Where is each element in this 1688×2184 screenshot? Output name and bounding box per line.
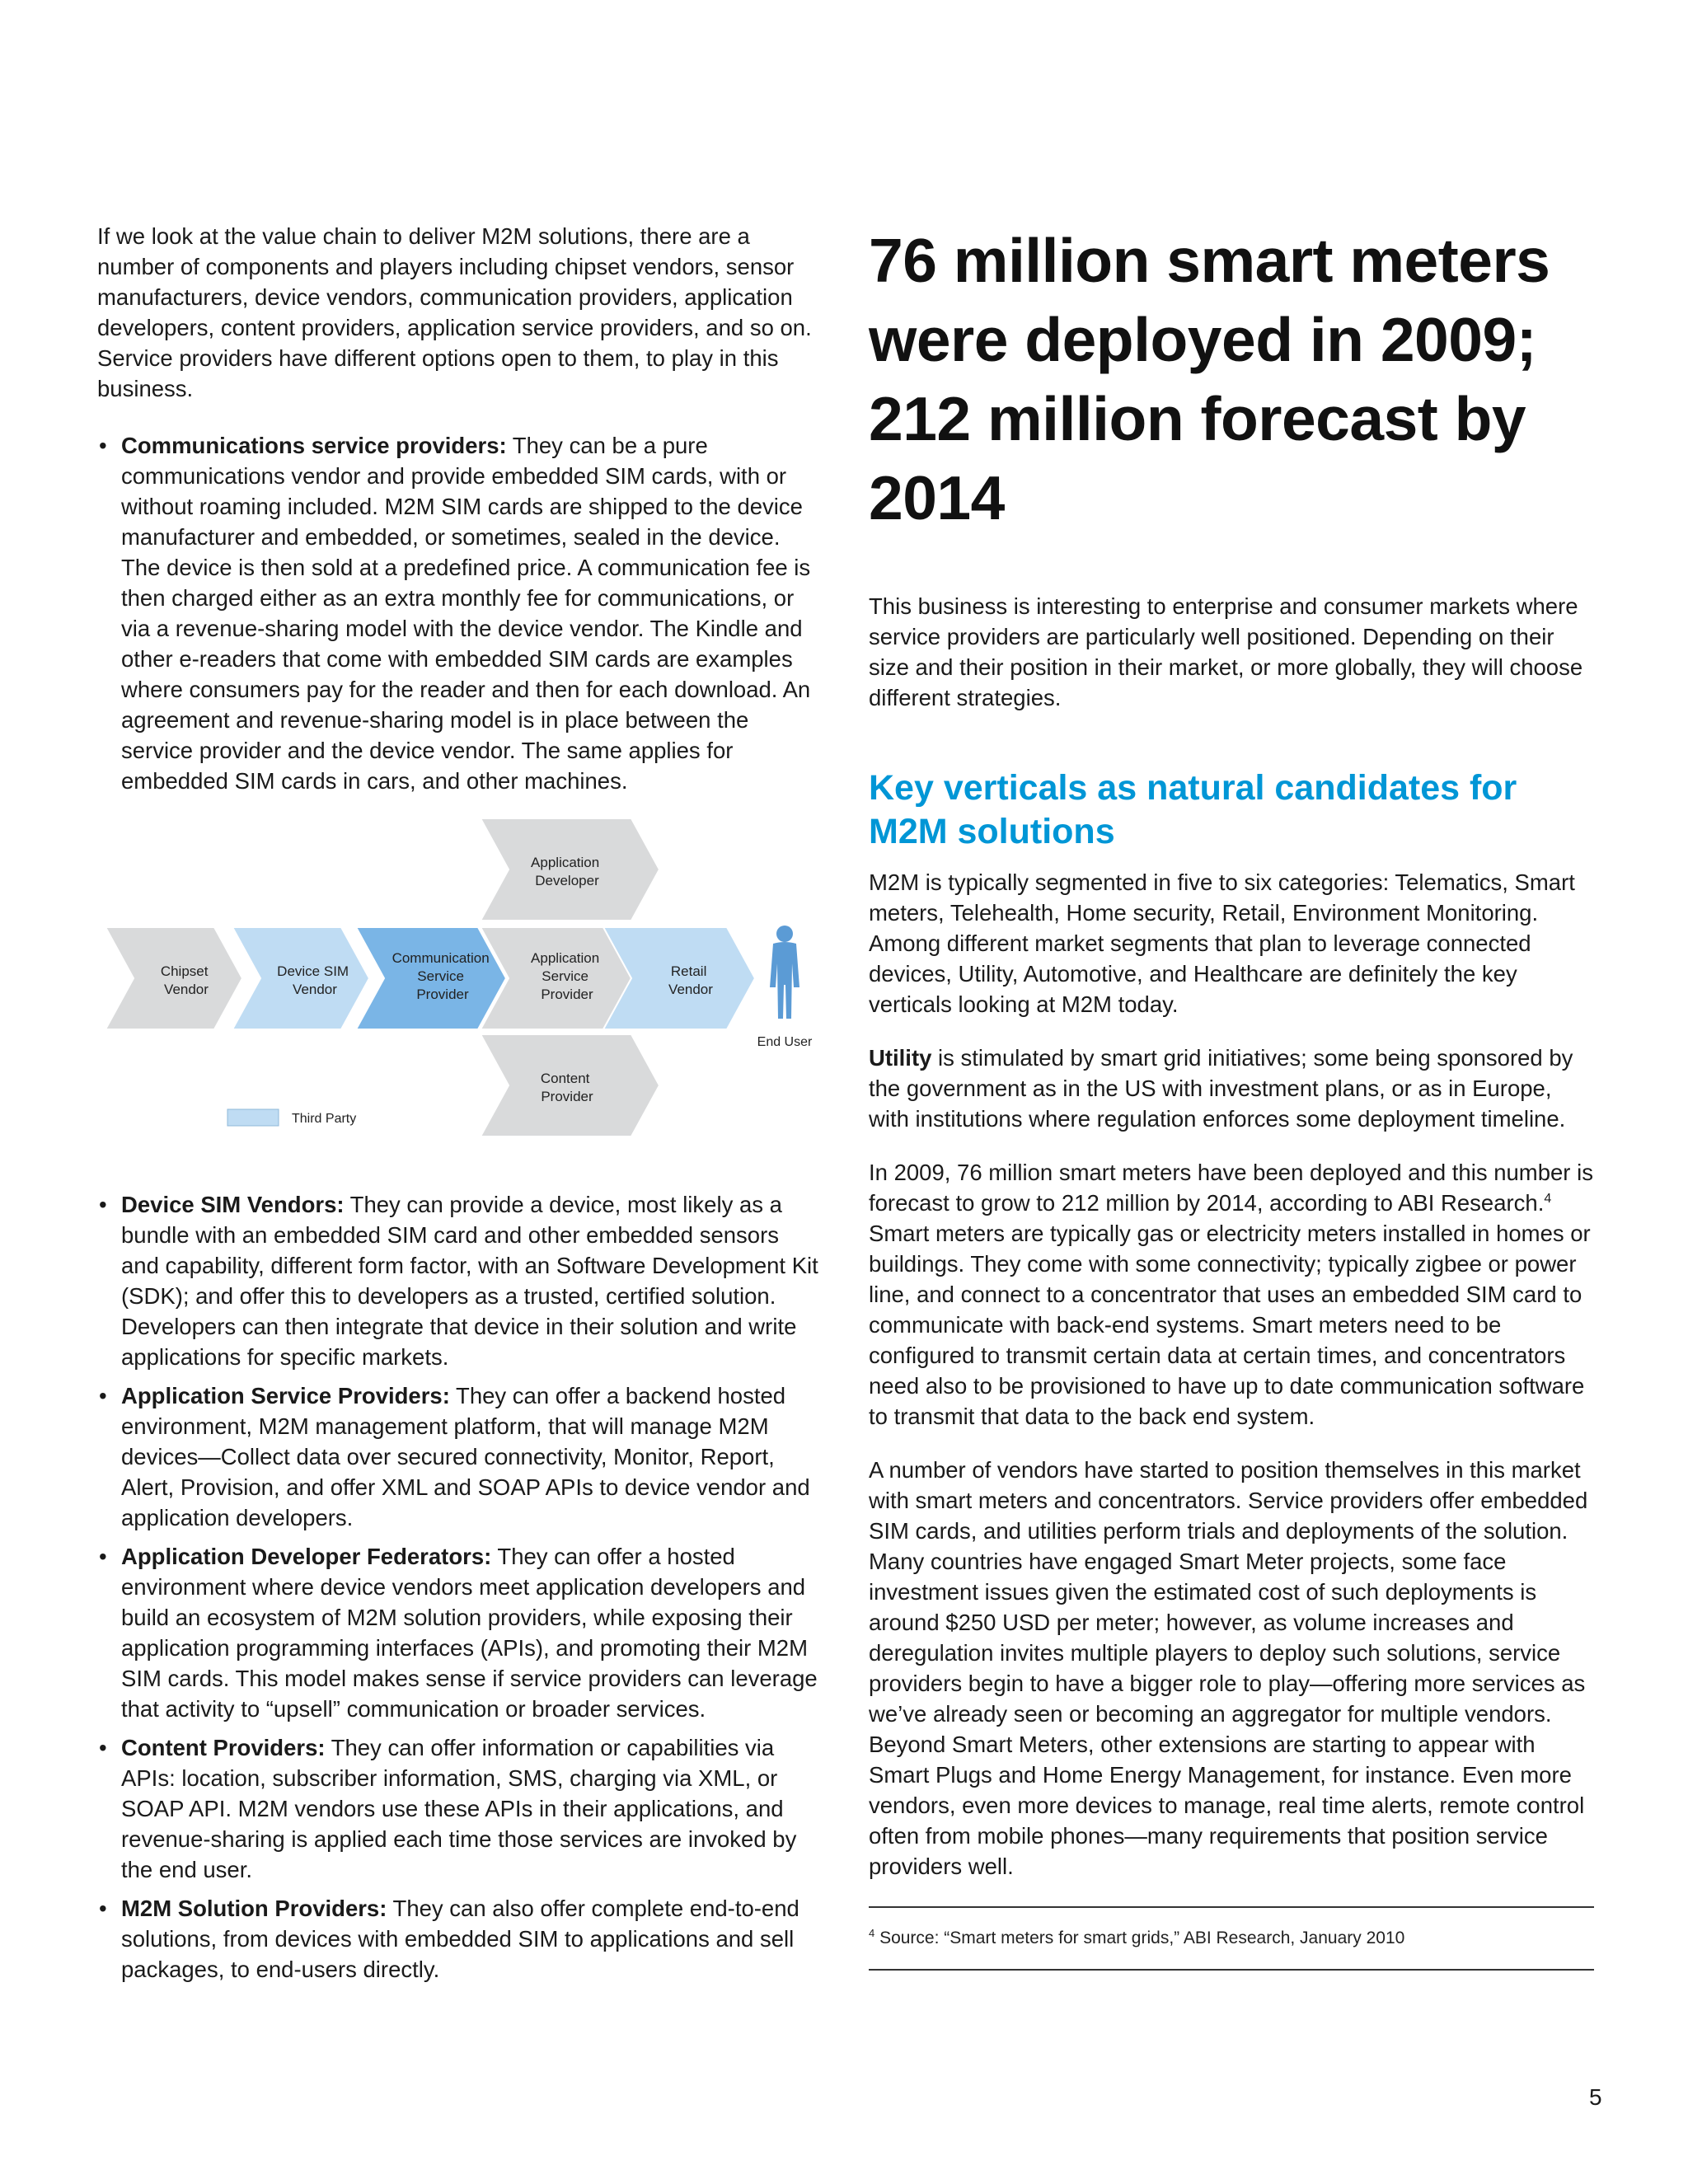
value-chain-diagram xyxy=(99,818,824,1140)
utility-text: is stimulated by smart grid initiatives; some being sponsored by the government as in the US with investment plans, or as in Europe, with institutions where regulation enforces some deployment timeline. xyxy=(869,1045,1573,1132)
app-service-provider-label: Application Service Provider xyxy=(531,950,600,1002)
app-developer-label: Application Developer xyxy=(531,855,600,888)
vendors-paragraph: A number of vendors have started to position themselves in this market with smart meters and concentrators. Service providers offer embedded SIM cards, and utilities perform trials and deployments of the solution. Many countries have engaged Smart Meter projects, some face investment issues given the estimated cost of such deployments is around $250 USD per meter; however, as volume increases and deregulation invites multiple players to deploy such solutions, service providers begin to have a bigger role to play—offering more services as we’ve already seen or becoming an aggregator for multiple vendors. Beyond Smart Meters, other extensions are starting to appear with Smart Plugs and Home Energy Management, for instance. Even more vendors, even more devices to manage, real time alerts, remote control often from mobile phones—many requirements that position service providers well. xyxy=(869,1457,1588,1879)
section-heading: Key verticals as natural candidates for M2M solutions xyxy=(869,768,1517,851)
intro-paragraph: If we look at the value chain to deliver M2M solutions, there are a number of components and players including chipset vendors, sensor manufacturers, device vendors, communication providers, application developers, content providers, application service providers, and so on. Service providers have different options open to them, to play in this business. xyxy=(97,223,812,401)
footnote-number: 4 xyxy=(869,1927,875,1939)
smart-meter-text-a: In 2009, 76 million smart meters have been deployed and this number is forecast to grow to 212 million by 2014, according to ABI Research. xyxy=(869,1160,1593,1216)
bullet-text: They can provide a device, most likely as a bundle with an embedded SIM card and other embedded sensors and capability, different form factor, with an Software Development Kit (SDK); and offer this to developers as a trusted, certified solution. Developers can then integrate that device in their solution and write applications for specific markets. xyxy=(121,1192,818,1370)
headline: 76 million smart meters were deployed in 2009; 212 million forecast by 2014 xyxy=(869,226,1550,532)
device-sim-vendor-label: Device SIM Vendor xyxy=(277,963,349,997)
bullet-label: Communications service providers: xyxy=(121,433,507,458)
bullet-label: M2M Solution Providers: xyxy=(121,1896,387,1921)
list-item xyxy=(97,1893,823,1985)
utility-paragraph xyxy=(869,1043,1594,1134)
smart-meter-paragraph xyxy=(869,1157,1594,1432)
provider-list-bottom xyxy=(97,1189,823,1985)
list-item xyxy=(97,1732,823,1885)
left-column xyxy=(97,221,823,1993)
page-number: 5 xyxy=(1589,2084,1602,2110)
list-item xyxy=(97,1380,823,1533)
segments-paragraph: M2M is typically segmented in five to six categories: Telematics, Smart meters, Telehealth, Home security, Retail, Environment Monitoring. Among different market segments that plan to leverage connected devices, Utility, Automotive, and Healthcare are definitely the key verticals looking at M2M today. xyxy=(869,869,1575,1017)
bullet-text: They can also offer complete end-to-end solutions, from devices with embedded SIM to applications and sell packages, to end-users directly. xyxy=(121,1896,799,1982)
utility-label: Utility xyxy=(869,1045,932,1071)
provider-list-top xyxy=(97,430,823,796)
bullet-text: They can offer a backend hosted environment, M2M management platform, that will manage M2M devices—Collect data over secured connectivity, Monitor, Report, Alert, Provision, and offer XML and SOAP APIs to device vendor and application developers. xyxy=(121,1383,810,1530)
list-item xyxy=(97,1189,823,1372)
footnote xyxy=(869,1908,1594,1969)
list-item xyxy=(97,1541,823,1724)
end-user-label: End User xyxy=(757,1035,813,1049)
chipset-vendor-label: Chipset Vendor xyxy=(160,963,209,997)
bullet-label: Application Developer Federators: xyxy=(121,1544,492,1569)
bullet-label: Application Service Providers: xyxy=(121,1383,450,1408)
end-user-icon xyxy=(770,926,799,1019)
bullet-text: They can offer a hosted environment where device vendors meet application developers and build an ecosystem of M2M solution providers, while exposing their application programming interfaces (APIs), and promoting their M2M SIM cards. This model makes sense if service providers can leverage that activity to “upsell” communication or broader services. xyxy=(121,1544,818,1722)
footnote-ref: 4 xyxy=(1544,1191,1552,1206)
footnote-divider-bottom xyxy=(869,1969,1594,1971)
communication-provider-label: Communication Service Provider xyxy=(392,950,490,1002)
bullet-text: They can be a pure communications vendor and provide embedded SIM cards, with or without roaming included. M2M SIM cards are shipped to the device manufacturer and embedded, or sometimes, sealed in the device. The device is then sold at a predefined price. A communication fee is then charged either as an extra monthly fee for communications, or via a revenue-sharing model with the device vendor. The Kindle and other e-readers that come with embedded SIM cards are examples where consumers pay for the reader and then for each download. An agreement and revenue-sharing model is in place between the service provider and the device vendor. The same applies for embedded SIM cards in cars, and other machines. xyxy=(121,433,811,794)
bullet-label: Content Providers: xyxy=(121,1735,326,1760)
retail-vendor-label: Retail Vendor xyxy=(668,963,713,997)
bullet-label: Device SIM Vendors: xyxy=(121,1192,345,1217)
legend-swatch xyxy=(227,1109,279,1126)
footnote-text: Source: “Smart meters for smart grids,” ABI Research, January 2010 xyxy=(874,1929,1405,1947)
content-provider-label: Content Provider xyxy=(540,1071,593,1104)
bullet-text: They can offer information or capabilities via APIs: location, subscriber information, SMS, charging via XML, or SOAP API. M2M vendors use these APIs in their applications, and revenue-sharing is applied each time those services are invoked by the end user. xyxy=(121,1735,797,1882)
right-column xyxy=(869,221,1594,1971)
legend-label: Third Party xyxy=(292,1112,357,1126)
smart-meter-text-b: Smart meters are typically gas or electricity meters installed in homes or buildings. They come with some connectivity; typically zigbee or power line, and connect to a concentrator that uses an embedded SIM card to communicate with back-end systems. Smart meters need to be configured to transmit certain data at certain times, and concentrators need also to be provisioned to have up to date communication software to transmit that data to the back end system. xyxy=(869,1221,1591,1429)
business-paragraph: This business is interesting to enterprise and consumer markets where service providers are particularly well positioned. Depending on their size and their position in their market, or more globally, they will choose different strategies. xyxy=(869,593,1583,710)
list-item xyxy=(97,430,823,796)
